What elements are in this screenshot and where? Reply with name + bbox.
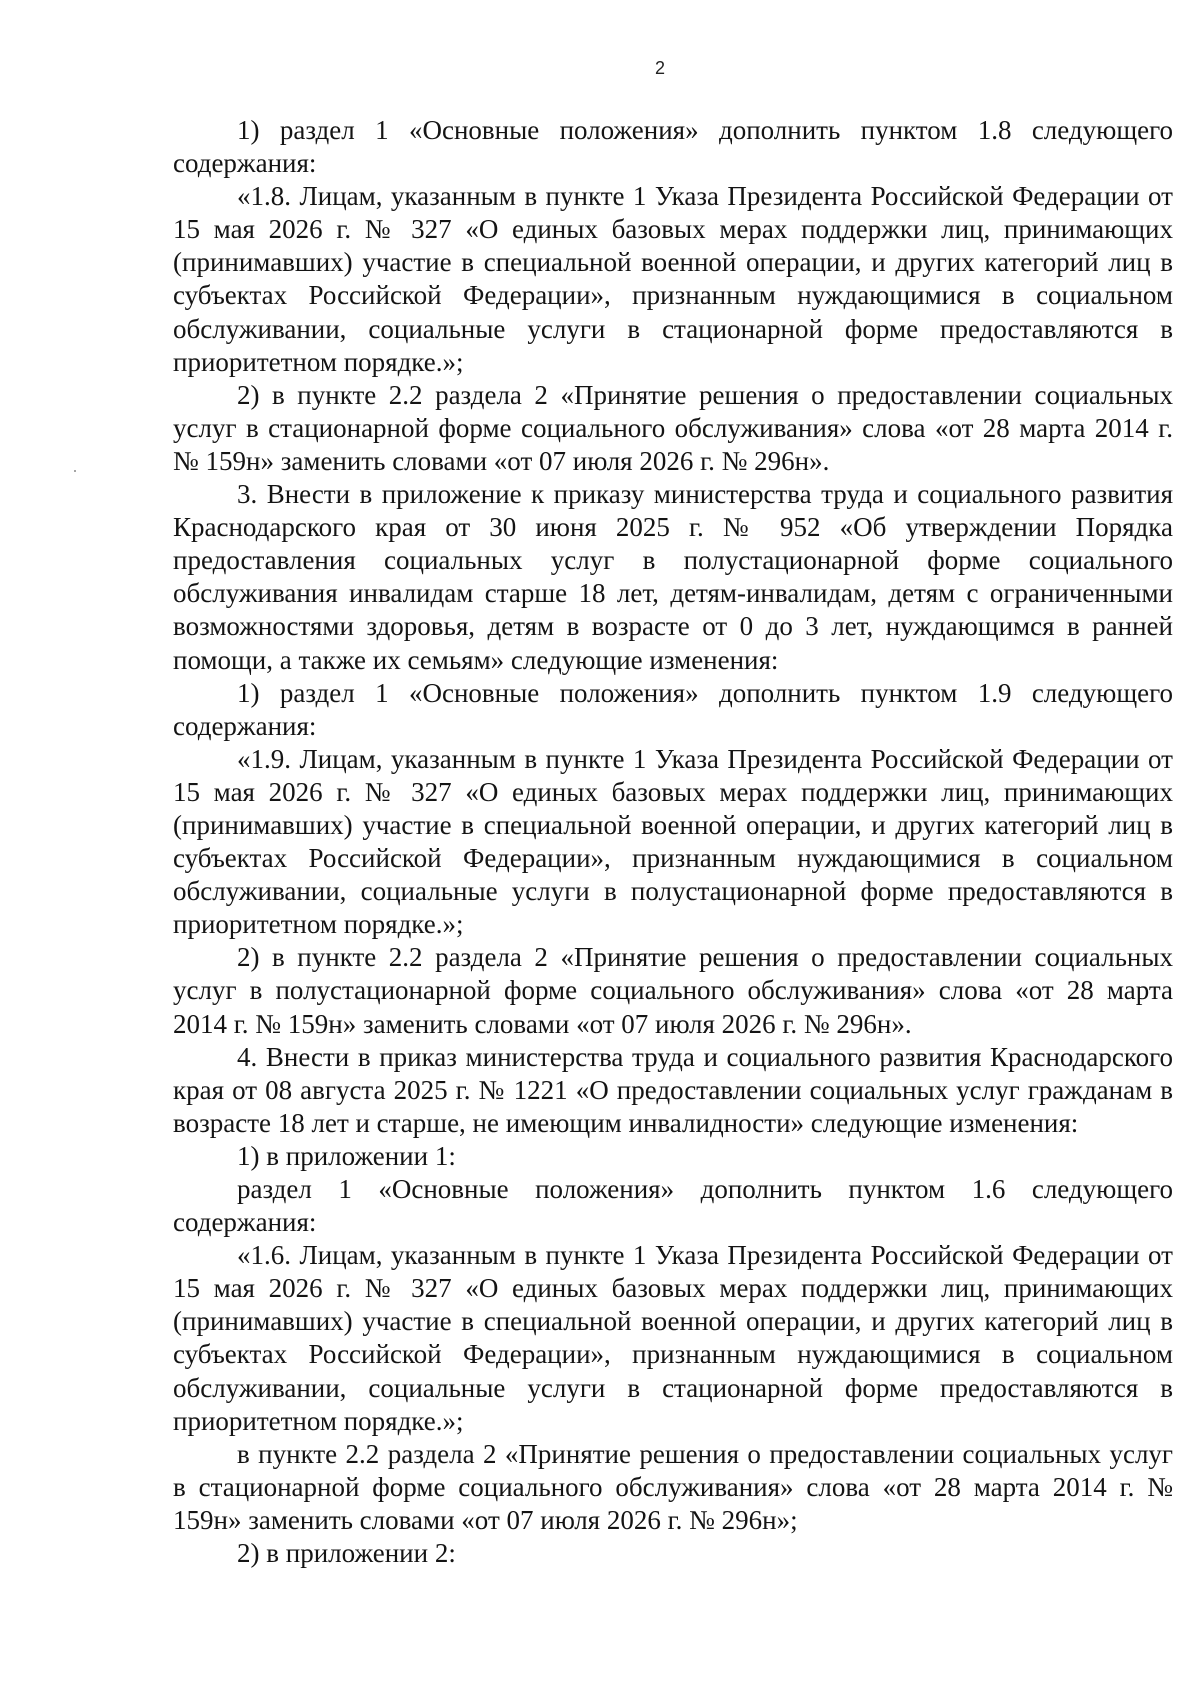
paragraph-4-1-appendix-1: 1) в приложении 1: bbox=[237, 1140, 456, 1171]
document-body bbox=[173, 114, 1173, 1570]
paragraph-3-1-section-1-amend: 1) раздел 1 «Основные положения» дополнить пунктом 1.9 следующего содержания: bbox=[173, 677, 1173, 741]
paragraph-4-intro: 4. Внести в приказ министерства труда и социального развития Краснодарского края от 08 августа 2025 г. № 1221 «О предоставлении социальных услуг гражданам в возрасте 18 лет и старше, не имеющим инвалидности» следующие изменения: bbox=[173, 1041, 1173, 1138]
scan-speck bbox=[74, 470, 76, 472]
paragraph-3-1-9-text: «1.9. Лицам, указанным в пункте 1 Указа Президента Российской Федерации от 15 мая 2026 г. № 327 «О единых базовых мерах поддержки лиц, принимающих (принимавших) участие в специальной военной операции, и других категорий лиц в субъектах Российской Федерации», признанным нуждающимися в социальном обслуживании, социальные услуги в полустационарной форме предоставляются в приоритетном порядке.»; bbox=[173, 743, 1173, 940]
paragraph-2-2-point-amend: 2) в пункте 2.2 раздела 2 «Принятие решения о предоставлении социальных услуг в стационарной форме социального обслуживания» слова «от 28 марта 2014 г. № 159н» заменить словами «от 07 июля 2026 г. № 296н». bbox=[173, 379, 1173, 476]
paragraph-4-1-point-amend: в пункте 2.2 раздела 2 «Принятие решения о предоставлении социальных услуг в стационарной форме социального обслуживания» слова «от 28 марта 2014 г. № 159н» заменить словами «от 07 июля 2026 г. № 296н»; bbox=[173, 1438, 1173, 1535]
paragraph-2-1-section-1-amend: 1) раздел 1 «Основные положения» дополнить пунктом 1.8 следующего содержания: bbox=[173, 115, 1173, 179]
paragraph-4-1-6-text: «1.6. Лицам, указанным в пункте 1 Указа Президента Российской Федерации от 15 мая 2026 г. № 327 «О единых базовых мерах поддержки лиц, принимающих (принимавших) участие в специальной военной операции, и других категорий лиц в субъектах Российской Федерации», признанным нуждающимися в социальном обслуживании, социальные услуги в стационарной форме предоставляются в приоритетном порядке.»; bbox=[173, 1240, 1173, 1436]
page-number: 2 bbox=[654, 58, 665, 78]
paragraph-2-1-8-text: «1.8. Лицам, указанным в пункте 1 Указа Президента Российской Федерации от 15 мая 2026 г. № 327 «О единых базовых мерах поддержки лиц, принимающих (принимавших) участие в специальной военной операции, и других категорий лиц в субъектах Российской Федерации», признанным нуждающимися в социальном обслуживании, социальные услуги в стационарной форме предоставляются в приоритетном порядке.»; bbox=[173, 181, 1173, 377]
paragraph-3-intro: 3. Внести в приложение к приказу министерства труда и социального развития Краснодарского края от 30 июня 2025 г. № 952 «Об утверждении Порядка предоставления социальных услуг в полустационарной форме социального обслуживания инвалидам старше 18 лет, детям-инвалидам, детям с ограниченными возможностями здоровья, детям в возрасте от 0 до 3 лет, нуждающимся в ранней помощи, а также их семьям» следующие изменения: bbox=[173, 479, 1173, 675]
paragraph-4-1-section-1-amend: раздел 1 «Основные положения» дополнить пунктом 1.6 следующего содержания: bbox=[173, 1174, 1173, 1238]
paragraph-4-2-appendix-2: 2) в приложении 2: bbox=[237, 1538, 456, 1569]
paragraph-3-2-point-amend: 2) в пункте 2.2 раздела 2 «Принятие решения о предоставлении социальных услуг в полустационарной форме социального обслуживания» слова «от 28 марта 2014 г. № 159н» заменить словами «от 07 июля 2026 г. № 296н». bbox=[173, 942, 1173, 1039]
